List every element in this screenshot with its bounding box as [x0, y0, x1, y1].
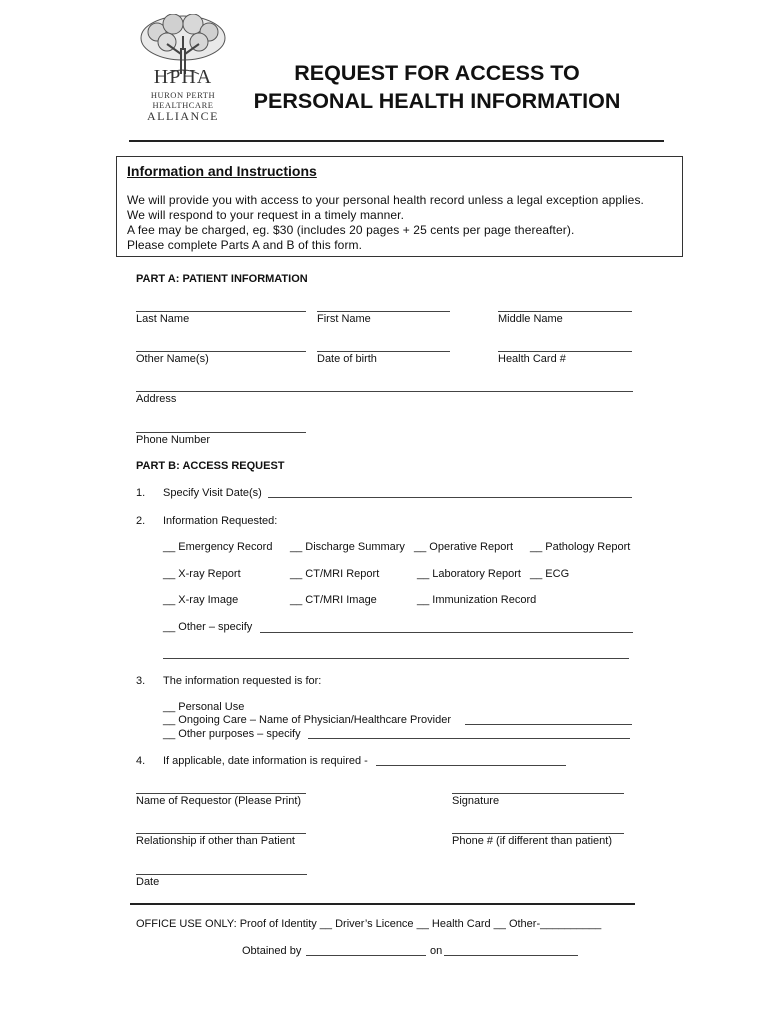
information-box [116, 156, 683, 257]
option-immunization-record[interactable]: __ Immunization Record [417, 594, 537, 606]
middle-name-label: Middle Name [498, 313, 563, 325]
q1-number: 1. [136, 487, 146, 499]
logo-hpha: HPHA [153, 66, 213, 88]
use-ongoing-care-option[interactable]: __ Ongoing Care – Name of Physician/Healthcare Provider [163, 714, 451, 726]
title-divider [129, 140, 664, 142]
q3-label: The information requested is for: [163, 675, 322, 687]
obtained-on-field[interactable] [444, 955, 578, 956]
page-title-line-1: REQUEST FOR ACCESS TO [294, 61, 580, 85]
requestor-name-field[interactable] [136, 793, 306, 794]
dob-field[interactable] [317, 351, 450, 352]
relationship-field[interactable] [136, 833, 306, 834]
q2-label: Information Requested: [163, 515, 278, 527]
last-name-field[interactable] [136, 311, 306, 312]
other-names-field[interactable] [136, 351, 306, 352]
other-specify-field[interactable] [260, 632, 633, 633]
option-pathology-report[interactable]: __ Pathology Report [530, 541, 631, 553]
visit-dates-field[interactable] [268, 497, 632, 498]
health-card-label: Health Card # [498, 353, 566, 365]
obtained-by-label: Obtained by [242, 945, 302, 957]
option-other-specify[interactable]: __ Other – specify [163, 621, 253, 633]
date-field[interactable] [136, 874, 307, 875]
office-divider [130, 903, 635, 905]
logo-line-healthcare: HEALTHCARE [152, 100, 214, 110]
address-field[interactable] [136, 391, 633, 392]
option-emergency-record[interactable]: __ Emergency Record [163, 541, 273, 553]
option-ct-mri-image[interactable]: __ CT/MRI Image [290, 594, 377, 606]
date-label: Date [136, 876, 160, 888]
hpha-logo [137, 14, 229, 122]
other-purposes-field[interactable] [308, 738, 630, 739]
use-personal-option[interactable]: __ Personal Use [163, 701, 245, 713]
phone-label: Phone Number [136, 434, 210, 446]
part-a-heading: PART A: PATIENT INFORMATION [136, 273, 308, 285]
info-line: We will provide you with access to your personal health record unless a legal exception applies. [127, 193, 644, 207]
address-label: Address [136, 393, 177, 405]
q1-label: Specify Visit Date(s) [163, 487, 262, 499]
q4-label: If applicable, date information is required - [163, 755, 368, 767]
on-label: on [430, 945, 443, 957]
q2-number: 2. [136, 515, 146, 527]
option-ecg[interactable]: __ ECG [530, 568, 570, 580]
date-required-field[interactable] [376, 765, 566, 766]
other-specify-field-2[interactable] [163, 658, 629, 659]
info-line: A fee may be charged, eg. $30 (includes 20 pages + 25 cents per page thereafter). [127, 223, 575, 237]
first-name-field[interactable] [317, 311, 450, 312]
q4-number: 4. [136, 755, 146, 767]
option-xray-report[interactable]: __ X-ray Report [163, 568, 241, 580]
option-operative-report[interactable]: __ Operative Report [414, 541, 514, 553]
dob-label: Date of birth [317, 353, 377, 365]
relationship-label: Relationship if other than Patient [136, 835, 295, 847]
option-discharge-summary[interactable]: __ Discharge Summary [290, 541, 405, 553]
option-ct-mri-report[interactable]: __ CT/MRI Report [290, 568, 380, 580]
last-name-label: Last Name [136, 313, 190, 325]
alt-phone-label: Phone # (if different than patient) [452, 835, 613, 847]
option-xray-image[interactable]: __ X-ray Image [163, 594, 239, 606]
logo-line-alliance: ALLIANCE [147, 109, 219, 123]
option-laboratory-report[interactable]: __ Laboratory Report [417, 568, 521, 580]
phone-field[interactable] [136, 432, 306, 433]
requestor-name-label: Name of Requestor (Please Print) [136, 795, 302, 807]
health-card-field[interactable] [498, 351, 632, 352]
info-line: We will respond to your request in a timely manner. [127, 208, 405, 222]
signature-label: Signature [452, 795, 500, 807]
information-heading: Information and Instructions [127, 163, 317, 179]
middle-name-field[interactable] [498, 311, 632, 312]
page-title-line-2: PERSONAL HEALTH INFORMATION [253, 89, 621, 113]
signature-field[interactable] [452, 793, 624, 794]
part-b-heading: PART B: ACCESS REQUEST [136, 460, 285, 472]
first-name-label: First Name [317, 313, 371, 325]
other-names-label: Other Name(s) [136, 353, 209, 365]
info-line: Please complete Parts A and B of this form. [127, 238, 363, 252]
obtained-by-field[interactable] [306, 955, 426, 956]
office-use-line: OFFICE USE ONLY: Proof of Identity __ Driver’s Licence __ Health Card __ Other-__________ [136, 918, 602, 930]
use-other-purposes-option[interactable]: __ Other purposes – specify [163, 728, 301, 740]
logo-line-huron-perth: HURON PERTH [150, 90, 216, 100]
alt-phone-field[interactable] [452, 833, 624, 834]
q3-number: 3. [136, 675, 146, 687]
physician-name-field[interactable] [465, 724, 632, 725]
